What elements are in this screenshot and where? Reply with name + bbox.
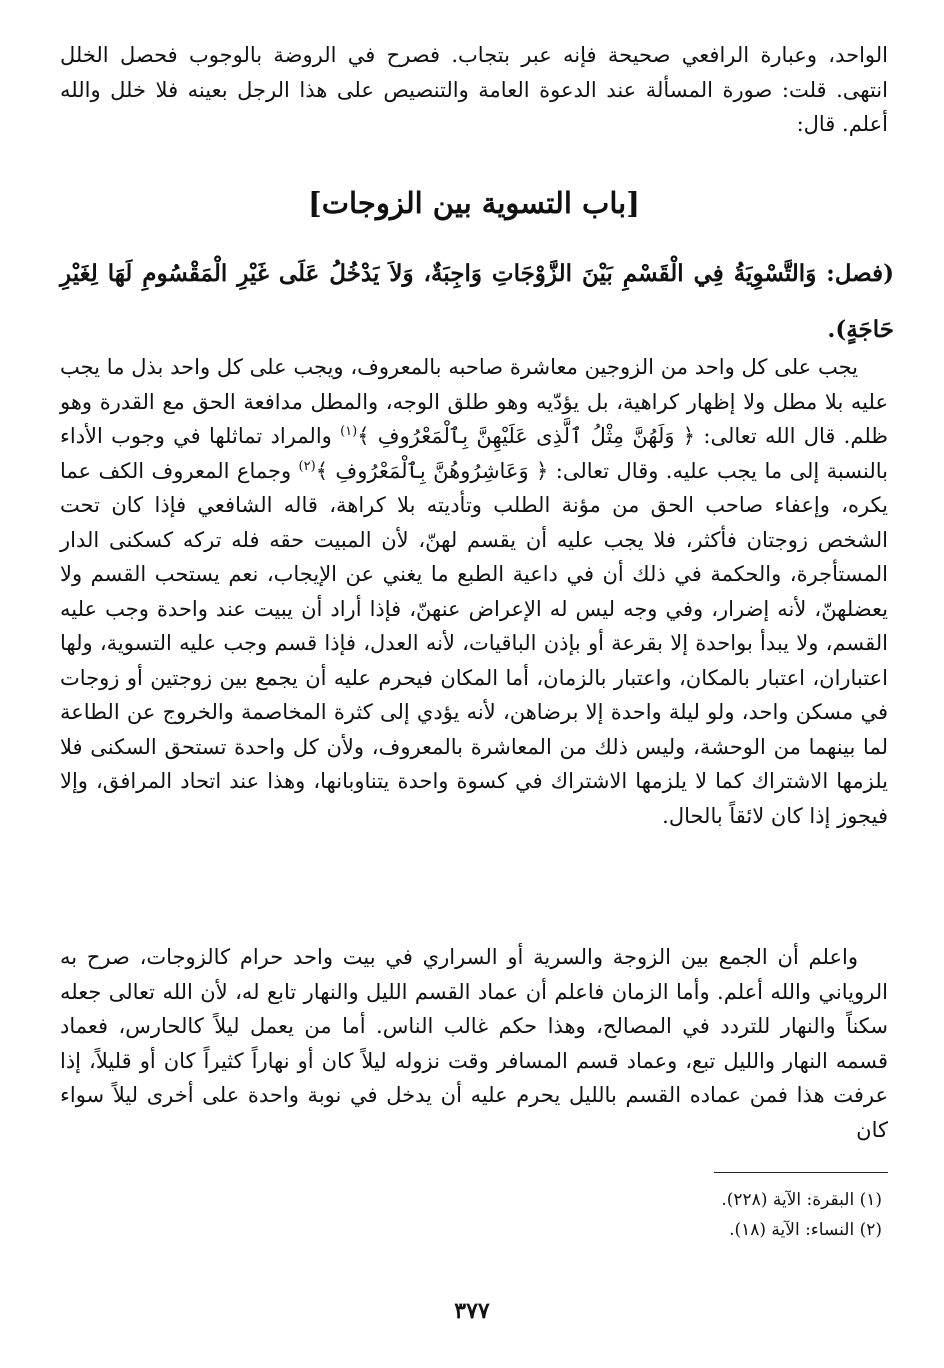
intro-paragraph: الواحد، وعبارة الرافعي صحيحة فإنه عبر بتجاب. فصرح في الروضة بالوجوب فحصل الخلل انتهى. قلت: صورة المسألة عند الدعوة العامة والتنصيص على هذا الرجل بعينه فلا خلل والله أعلم. قال: — [60, 43, 888, 136]
chapter-title: [باب التسوية بين الزوجات] — [308, 186, 640, 220]
fasl-matn-text: (فصل: وَالتَّسْوِيَةُ فِي الْقَسْمِ بَيْنَ الزَّوْجَاتِ وَاجِبَةٌ، وَلاَ يَدْخُلُ عَلَى غَيْرِ الْمَقْسُومِ لَهَا لِغَيْرِ حَاجَةٍ). — [60, 260, 894, 343]
footnote-separator — [714, 1172, 888, 1173]
page-number: ٣٧٧ — [454, 1298, 490, 1324]
paragraph-1-part-2: والمراد تماثلها في وجوب الأداء بالنسبة إلى ما يجب عليه. وقال تعالى: ﴿ وَعَاشِرُوهُنَّ بِٱلْمَعْرُوفِ ﴾ — [60, 424, 888, 483]
footnote-1: (١) البقرة: الآية (٢٢٨). — [721, 1190, 882, 1210]
footnote-ref-1[interactable]: (١) — [340, 424, 358, 439]
footnote-2: (٢) النساء: الآية (١٨). — [729, 1220, 882, 1240]
commentary-paragraph-1 — [60, 350, 888, 833]
paragraph-1-part-3: وجماع المعروف الكف عما يكره، وإعفاء صاحب الحق من مؤنة الطلب وتأديته بلا كراهة، قاله الشافعي فإذا كان تحت الشخص زوجتان فأكثر، فلا يجب عليه أن يقسم لهنّ، لأن المبيت حقه فله تركه كسكنى الدار المستأجرة، والحكمة في ذلك أن في داعية الطبع ما يغني عن الإيجاب، نعم يستحب القسم ولا يعضلهنّ، لأنه إضرار، وفي وجه ليس له الإعراض عنهنّ، فإذا أراد أن يبيت عند واحدة وجب عليه القسم، ولا يبدأ بواحدة إلا بقرعة أو بإذن الباقيات، لأنه العدل، فإذا قسم وجب عليه التسوية، ولها اعتباران، اعتبار بالمكان، واعتبار بالزمان، أما المكان فيحرم عليه أن يجمع بين زوجتين أو زوجات في مسكن واحد، ولو ليلة واحدة إلا برضاهن، لأنه يؤدي إلى كثرة المخاصمة والخروج عن الطاعة لما بينهما من الوحشة، وليس ذلك من المعاشرة بالمعروف، ولأن كل واحدة تستحق السكنى فلا يلزمها الاشتراك كما لا يلزمها الاشتراك في كسوة واحدة يتناوبانها، وهذا عند اتحاد المرافق، وإلا فيجوز إذا كان لائقاً بالحال. — [60, 458, 888, 828]
footnote-ref-2[interactable]: (٢) — [298, 458, 316, 474]
commentary-paragraph-2: واعلم أن الجمع بين الزوجة والسرية أو السراري في بيت واحد حرام كالزوجات، صرح به الروياني والله أعلم. وأما الزمان فاعلم أن عماد القسم الليل والنهار تابع له، لأن الله تعالى جعله سكناً والنهار للتردد في المصالح، وهذا حكم غالب الناس. أما من يعمل ليلاً كالحارس، فعماد قسمه النهار والليل تبع، وعماد قسم المسافر وقت نزوله ليلاً كان أو نهاراً كثيراً كان أو قليلاً، إذا عرفت هذا فمن عماده القسم بالليل يحرم عليه أن يدخل في نوبة واحدة على أخرى ليلاً سواء كان — [60, 945, 888, 1142]
footnotes — [721, 1185, 882, 1245]
paragraph-1-part-1: يجب على كل واحد من الزوجين معاشرة صاحبه بالمعروف، ويجب على كل واحد بذل ما يجب عليه بلا مطل ولا إظهار كراهية، بل يؤدّيه وهو طلق الوجه، والمطل مدافعة الحق مع القدرة وهو ظلم. قال الله تعالى: ﴿ وَلَهُنَّ مِثْلُ ٱلَّذِى عَلَيْهِنَّ بِٱلْمَعْرُوفِ ﴾ — [60, 355, 888, 448]
